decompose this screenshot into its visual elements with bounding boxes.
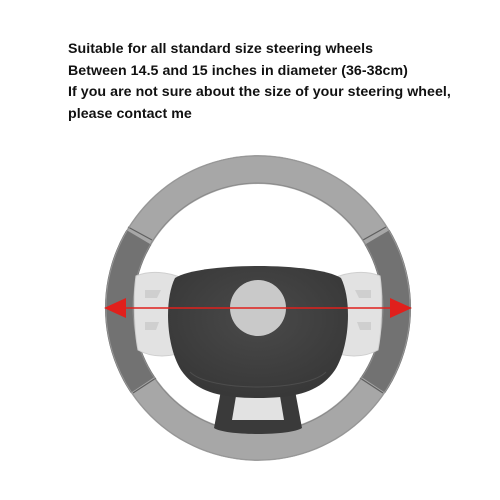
caption-line-4: please contact me — [68, 105, 192, 122]
caption-line-2: Between 14.5 and 15 inches in diameter (36-38cm) — [68, 62, 408, 79]
caption-line-3: If you are not sure about the size of your steering wheel, — [68, 84, 451, 100]
caption-line-1: Suitable for all standard size steering wheels — [68, 41, 374, 57]
